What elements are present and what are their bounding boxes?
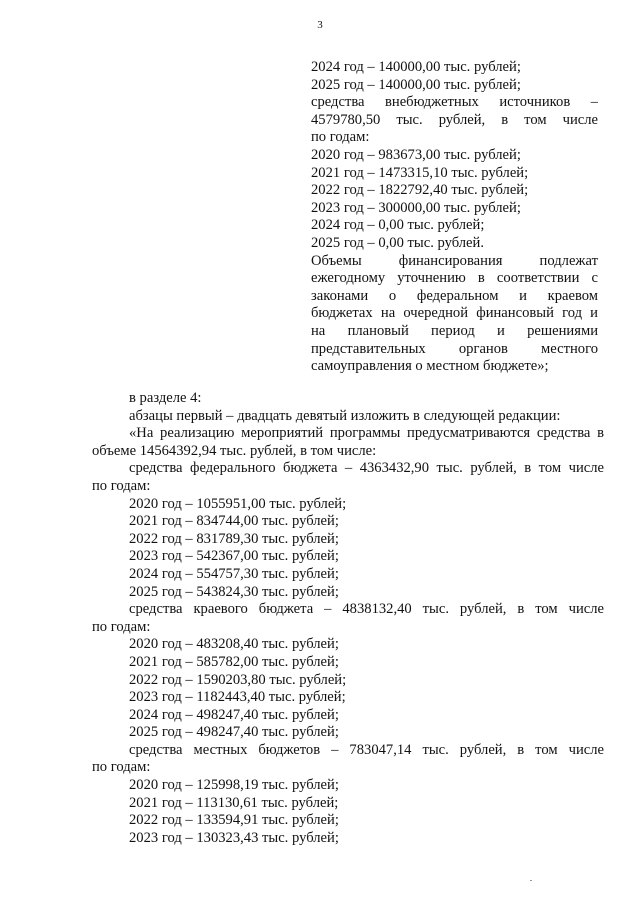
regional-year-item: 2022 год – 1590203,80 тыс. рублей; xyxy=(129,671,347,688)
federal-year-item: 2020 год – 1055951,00 тыс. рублей; xyxy=(129,495,347,512)
box-line: 2025 год – 140000,00 тыс. рублей; xyxy=(311,76,521,93)
box-line: представительных органов местного xyxy=(311,340,598,357)
regional-year-item: 2025 год – 498247,40 тыс. рублей; xyxy=(129,724,339,741)
box-line: 2024 год – 0,00 тыс. рублей; xyxy=(311,217,485,234)
local-budget-line: средства местных бюджетов – 783047,14 тыс. рублей, в том числе xyxy=(129,741,604,758)
instruction-paragraph: абзацы первый – двадцать девятый изложить в следующей редакции: xyxy=(129,407,561,424)
federal-budget-line: по годам: xyxy=(92,477,151,494)
page-number: 3 xyxy=(317,19,323,31)
box-line: средства внебюджетных источников – xyxy=(311,94,598,111)
section-4-text xyxy=(92,390,604,847)
box-line: законами о федеральном и краевом xyxy=(311,287,598,304)
box-line: 4579780,50 тыс. рублей, в том числе xyxy=(311,111,598,128)
box-line: 2020 год – 983673,00 тыс. рублей; xyxy=(311,146,521,163)
box-line: ежегодному уточнению в соответствии с xyxy=(311,270,598,287)
regional-year-item: 2020 год – 483208,40 тыс. рублей; xyxy=(129,636,339,653)
regional-year-item: 2023 год – 1182443,40 тыс. рублей; xyxy=(129,689,346,706)
box-line: 2021 год – 1473315,10 тыс. рублей; xyxy=(311,164,529,181)
scan-speck xyxy=(530,880,532,881)
regional-year-item: 2021 год – 585782,00 тыс. рублей; xyxy=(129,653,339,670)
regional-year-item: 2024 год – 498247,40 тыс. рублей; xyxy=(129,706,339,723)
section-ref: в разделе 4: xyxy=(129,390,202,406)
federal-year-item: 2023 год – 542367,00 тыс. рублей; xyxy=(129,548,339,565)
local-year-item: 2023 год – 130323,43 тыс. рублей; xyxy=(129,829,339,846)
box-line: Объемы финансирования подлежат xyxy=(311,252,598,269)
federal-year-item: 2022 год – 831789,30 тыс. рублей; xyxy=(129,530,339,547)
box-line: 2023 год – 300000,00 тыс. рублей; xyxy=(311,199,521,216)
local-year-item: 2022 год – 133594,91 тыс. рублей; xyxy=(129,812,339,829)
local-year-item: 2020 год – 125998,19 тыс. рублей; xyxy=(129,777,339,794)
federal-budget-line: средства федерального бюджета – 4363432,90 тыс. рублей, в том числе xyxy=(129,460,604,477)
federal-year-item: 2025 год – 543824,30 тыс. рублей; xyxy=(129,583,339,600)
box-line: самоуправления о местном бюджете»; xyxy=(311,358,549,375)
box-line: 2025 год – 0,00 тыс. рублей. xyxy=(311,234,484,251)
intro-line: объеме 14564392,94 тыс. рублей, в том числе: xyxy=(92,442,377,459)
local-budget-line: по годам: xyxy=(92,759,151,776)
federal-year-item: 2024 год – 554757,30 тыс. рублей; xyxy=(129,565,339,582)
local-year-item: 2021 год – 113130,61 тыс. рублей; xyxy=(129,794,339,811)
box-line: на плановый период и решениями xyxy=(311,322,598,339)
regional-budget-line: по годам: xyxy=(92,618,151,635)
box-line: 2022 год – 1822792,40 тыс. рублей; xyxy=(311,182,529,199)
box-line: бюджетах на очередной финансовый год и xyxy=(311,305,598,322)
box-line: 2024 год – 140000,00 тыс. рублей; xyxy=(311,59,521,75)
intro-line: «На реализацию мероприятий программы предусматриваются средства в xyxy=(129,425,604,442)
regional-budget-line: средства краевого бюджета – 4838132,40 тыс. рублей, в том числе xyxy=(129,601,604,618)
federal-year-item: 2021 год – 834744,00 тыс. рублей; xyxy=(129,513,339,530)
passport-financing-box xyxy=(311,59,598,376)
box-line: по годам: xyxy=(311,129,370,146)
